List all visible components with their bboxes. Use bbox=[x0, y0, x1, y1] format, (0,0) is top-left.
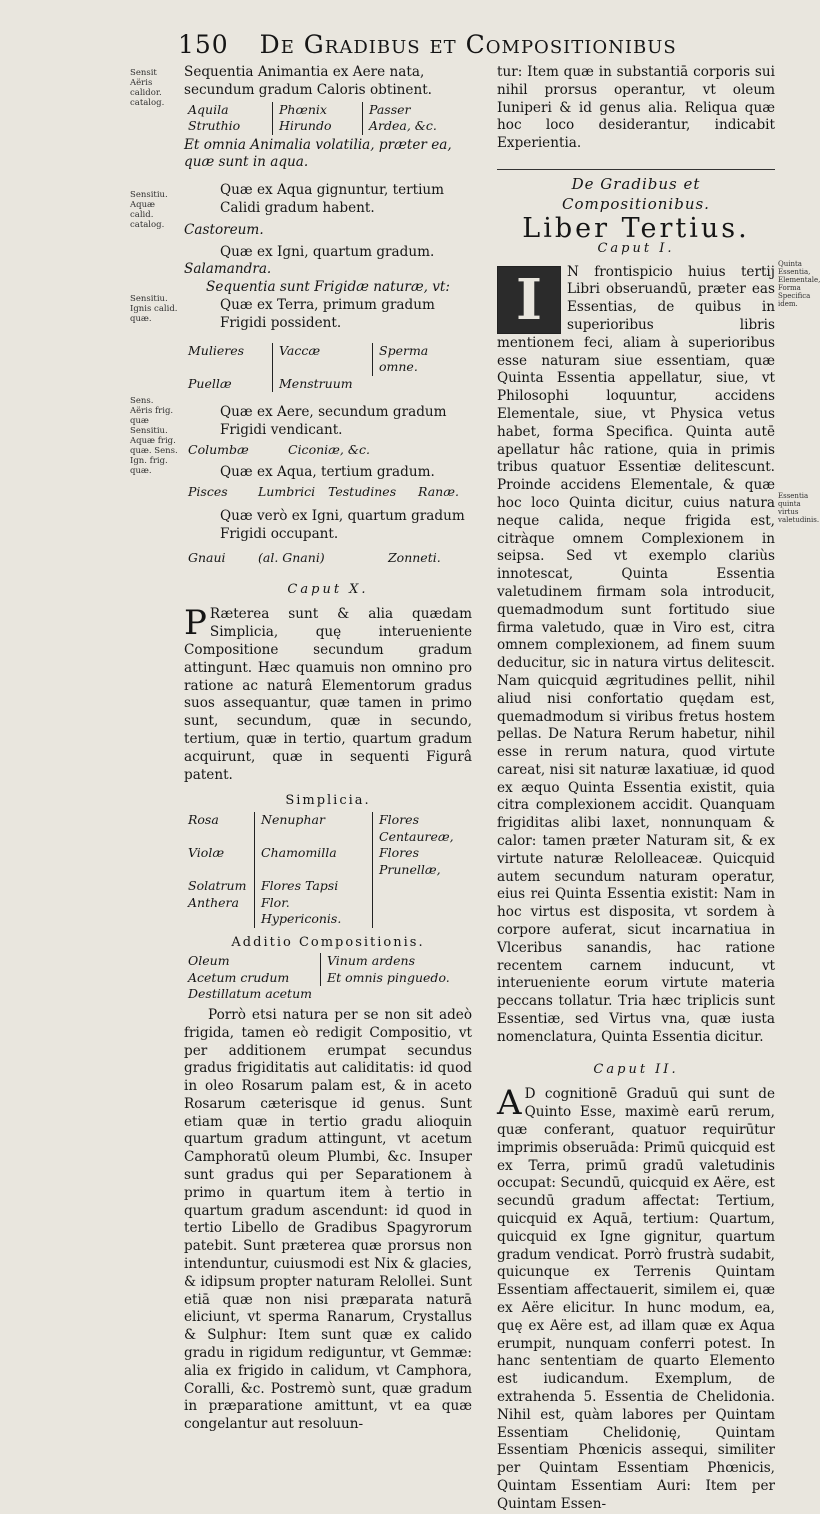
paragraph: Sequentia Animantia ex Aere nata, secundum gradum Caloris obtinent. bbox=[184, 64, 432, 98]
simplicia-table bbox=[184, 812, 472, 928]
paragraph: Porrò etsi natura per se non sit adeò frigida, tamen eò redigit Compositio, vt per additionem erumpat secundus gradus frigiditatis aut caliditatis: id quod in oleo Rosarum palam est, & in aceto Rosarum cæterisque id genus. Sunt etiam quæ in tertio gradu alioquin quartum gradum attingunt, vt acetum Camphoratū oleum Plumbi, &c. Insuper sunt gradus qui per Separationem à primo in quartum item à tertio in quartum gradum ascendunt: id quod in tertio Libello de Gradibus Spagyrorum patebit. Sunt præterea quæ prorsus non intenduntur, cuiusmodi est Nix & glacies, & idipsum propter naturam Relollei. Sunt etiā quæ non nisi præparata naturā eliciunt, vt sperma Ranarum, Crystallus & Sulphur: Item sunt quæ ex calido gradu in rigidum rediguntur, vt Gemmæ: alia ex frigido in calidum, vt Camphora, Coralli, &c. Postremò sunt, quæ gradum in præparatione amittunt, vt ea quæ congelantur aut resoluun- bbox=[184, 1006, 472, 1433]
table-cell: Flores Prunellæ, bbox=[372, 845, 472, 878]
chapter-heading: Caput II. bbox=[593, 1061, 679, 1077]
table-cell: Puellæ bbox=[188, 375, 232, 391]
chapter-heading: Caput X. bbox=[287, 581, 369, 597]
table-cell: Sperma omne. bbox=[372, 343, 472, 376]
initial-letter: P bbox=[184, 603, 207, 644]
table-cell: Menstruum bbox=[272, 376, 372, 393]
species-table bbox=[184, 102, 472, 135]
margin-note: Sensitiu. Ignis calid. quæ. bbox=[130, 294, 178, 324]
table-cell: Destillatum acetum bbox=[188, 986, 312, 1002]
margin-note: Sensit Aëris calidor. catalog. bbox=[130, 68, 165, 108]
paragraph-text: N frontispicio huius tertij Libri obseruandū, præter eas Essentias, de quibus in superioribus libris mentionem feci, aliam à superioribus esse naturam siue essentiam, quæ Quinta Essentia appellatur, siue, vt Philosophi loquuntur, accidens Elementale, siue, vt Physica vetus habet, forma Specifica. Quinta autē apellatur hâc ratione, quia in primis tribus quatuor Essentiæ delitescunt. Proinde accidens Elementale, & quæ hoc loco Quinta dicitur, cuius natura neque calida, neque frigida est, citràque omnem Complexionem in seipsa. Sed vt exemplo clariùs innotescat, Quinta Essentia valetudinem firmam sola introducit, quemadmodum sunt fortitudo siue firma valetudo, quæ in Viro est, citra omnem complexionem, ad finem suum deducitur, sic in natura virtus delitescit. Nam quicquid ægritudines pellit, nihil aliud nisi confortatio quędam est, quemadmodum si viribus fretus hostem pellas. De Natura Rerum habetur, nihil esse in rerum natura, quod virtute careat, nisi sit naturæ laxatiuæ, id quod ex æquo Quinta Essentia existit, quia citra complexionem accidit. Quanquam frigiditas alibi laxet, nonnunquam & calor: tamen præter Naturam sit, & ex virtute naturæ Relolleaceæ. Quicquid autem secundum naturam operatur, eius rei Quinta Essentia existit: Nam in hoc virtus est disposita, vt sordem à corpore auferat, sicut incarnatiua in Vlceribus sanandis, hac ratione recentem carnem inducunt, vt interueniente eorum virtute materia peccans tollatur. Tria hæc triplicis sunt Essentiæ, sed Virtus vna, quæ iusta nomenclatura, Quinta Essentia dicitur. bbox=[497, 263, 775, 1045]
subheading: Sequentia sunt Frigidæ naturæ, vt: bbox=[206, 279, 450, 296]
paragraph: Quæ ex Aere, secundum gradum Frigidi vendicant. bbox=[220, 404, 447, 438]
paragraph: Et omnia Animalia volatilia, præter ea, quæ sunt in aqua. bbox=[184, 136, 452, 171]
table-cell: Acetum crudum bbox=[188, 969, 290, 985]
ornamental-initial: I bbox=[497, 266, 561, 334]
table-cell bbox=[372, 878, 472, 895]
table-cell: Ciconiæ, &c. bbox=[288, 441, 370, 457]
table-cell: Vinum ardens bbox=[320, 953, 472, 970]
paragraph: Quæ verò ex Igni, quartum gradum Frigidi occupant. bbox=[220, 508, 465, 543]
table-cell bbox=[372, 376, 472, 393]
paragraph bbox=[184, 603, 472, 784]
table-cell: Flor. Hypericonis. bbox=[254, 895, 372, 928]
table-cell: Mulieres bbox=[188, 342, 245, 358]
section-heading: Simplicia. bbox=[285, 793, 371, 809]
table-cell: Flores Tapsi bbox=[254, 878, 372, 895]
margin-note: Quinta Essentia, Elementale, Forma Specifica idem. bbox=[778, 260, 820, 308]
table-cell: Flores Centaureæ, bbox=[372, 812, 472, 845]
table-cell: Vaccæ bbox=[272, 343, 372, 376]
table-cell: (al. Gnani) bbox=[258, 550, 325, 566]
species-table bbox=[184, 442, 472, 459]
table-cell: Aquila bbox=[188, 101, 229, 117]
table-cell: Nenuphar bbox=[254, 812, 372, 845]
species-table bbox=[184, 550, 472, 567]
divider bbox=[497, 169, 775, 170]
book-title: Liber Tertius. bbox=[522, 212, 750, 244]
table-cell: Struthio bbox=[188, 118, 241, 134]
book-heading: De Gradibus et Compositionibus. bbox=[562, 174, 710, 213]
left-column bbox=[184, 64, 472, 1434]
table-cell: Zonneti. bbox=[388, 550, 441, 566]
right-column bbox=[497, 64, 775, 1514]
item: Castoreum. bbox=[184, 221, 264, 238]
table-cell: Lumbrici bbox=[258, 483, 316, 499]
paragraph bbox=[497, 264, 775, 1047]
paragraph: Quæ ex Igni, quartum gradum. bbox=[220, 243, 435, 260]
section-heading: Additio Compositionis. bbox=[231, 934, 425, 950]
table-cell: Hirundo bbox=[272, 118, 362, 135]
paragraph bbox=[497, 1083, 775, 1513]
table-cell: Oleum bbox=[188, 953, 230, 969]
table-cell: Solatrum bbox=[188, 878, 247, 894]
paragraph: tur: Item quæ in substantiā corporis sui nihil prorsus operantur, vt oleum Iuniperi & id genus alia. Reliqua quæ hoc loco desiderantur, indicabit Experientia. bbox=[497, 64, 775, 152]
table-cell bbox=[372, 895, 472, 928]
additio-table bbox=[184, 953, 472, 1003]
page-header bbox=[178, 30, 738, 59]
table-cell: Ranæ. bbox=[418, 483, 459, 499]
page-number: 150 bbox=[178, 30, 229, 59]
table-cell: Phœnix bbox=[272, 102, 362, 119]
initial-letter: A bbox=[497, 1083, 522, 1124]
margin-note: Sens. Aëris frig. quæ Sensitiu. Aquæ frig. quæ. Sens. Ign. frig. quæ. bbox=[130, 396, 178, 476]
item: Salamandra. bbox=[184, 261, 272, 278]
table-cell: Pisces bbox=[188, 483, 228, 499]
table-cell: Et omnis pinguedo. bbox=[320, 970, 472, 987]
table-cell bbox=[320, 986, 472, 1003]
paragraph: Quæ ex Aqua, tertium gradum. bbox=[220, 464, 435, 481]
margin-note: Essentia quinta virtus valetudinis. bbox=[778, 492, 820, 524]
table-cell: Anthera bbox=[188, 894, 239, 910]
paragraph: Quæ ex Aqua gignuntur, tertium Calidi gradum habent. bbox=[220, 182, 445, 216]
species-table bbox=[184, 343, 472, 393]
table-cell: Testudines bbox=[328, 483, 397, 499]
paragraph: Quæ ex Terra, primum gradum Frigidi possident. bbox=[220, 296, 435, 331]
margin-note: Sensitiu. Aquæ calid. catalog. bbox=[130, 190, 168, 230]
paragraph-text: D cognitionē Graduū qui sunt de Quinto Esse, maximè earū rerum, quæ conferant, quatuor requirūtur imprimis obseruāda: Primū quicquid est ex Terra, primū gradū valetudinis occupat: Secundū, quicquid ex Aëre, est secundū gradum affectat: Tertium, quicquid ex Aquā, tertium: Quartum, quicquid ex Igne gignitur, quartum gradum vendicat. Porrò frustrà sudabit, quicunque ex Terrenis Quintam Essentiam affectauerit, similem ei, quæ ex Aëre elicitur. In hunc modum, ea, quę ex Aëre est, ad illam quæ ex Aqua erumpit, nunquam conferri potest. In hanc sententiam de quarto Elemento est iudicandum. Exemplum, de extrahenda 5. Essentia de Chelidonia. Nihil est, quàm labores per Quintam Essentiam Chelidonię, Quintam Essentiam Phœnicis assequi, similiter per Quintam Essentiam Phœnicis, Quintam Essentiam Auri: Item per Quintam Essen- bbox=[497, 1086, 775, 1512]
table-cell: Violæ bbox=[188, 845, 225, 861]
chapter-heading: Caput I. bbox=[597, 240, 675, 256]
paragraph-text: Ræterea sunt & alia quædam Simplicia, quę interueniente Compositione secundum gradum attingunt. Hæc quamuis non omnino pro ratione ac naturâ Elementorum gradus suos assequantur, quæ tamen in primo sunt, secundum, quæ in secundo, tertium, quæ in tertio, quartum gradum acquirunt, quæ in sequenti Figurâ patent. bbox=[184, 606, 472, 783]
table-cell: Ardea, &c. bbox=[362, 118, 472, 135]
table-cell: Rosa bbox=[188, 812, 219, 828]
species-table bbox=[184, 484, 472, 501]
table-cell: Columbæ bbox=[188, 441, 249, 457]
running-title: De Gradibus et Compositionibus bbox=[259, 30, 677, 59]
table-cell: Chamomilla bbox=[254, 845, 372, 878]
table-cell: Passer bbox=[362, 102, 472, 119]
table-cell: Gnaui bbox=[188, 550, 226, 566]
